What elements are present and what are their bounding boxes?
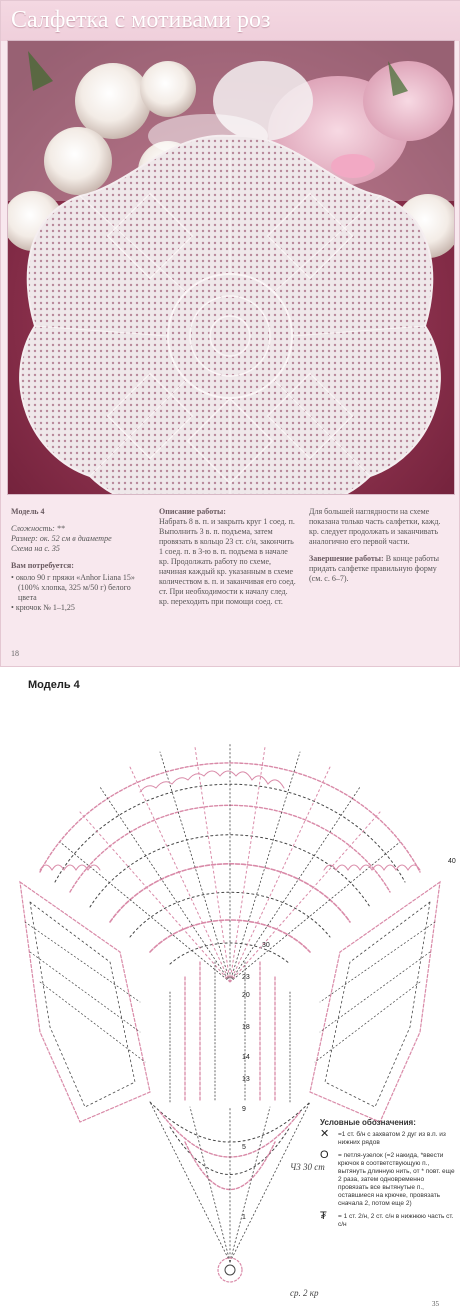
notes-text: Для большей наглядности на схеме показана только часть салфетки, кажд. кр. следует продолжать и заканчивать аналогично его первой части.: [309, 507, 441, 546]
page-title: Салфетка с мотивами роз: [11, 7, 271, 33]
column-materials: [11, 507, 146, 613]
materials-list: [11, 573, 146, 613]
column-description: [159, 507, 297, 607]
legend: [320, 1119, 455, 1234]
row-number: 14: [242, 1054, 250, 1061]
row-number: 13: [242, 1076, 250, 1083]
doily-photo: [7, 40, 455, 495]
desc-heading: Описание работы:: [159, 507, 226, 516]
model-label-2: Модель 4: [28, 679, 80, 691]
legend-item: ₮ = 1 ст. 2/н, 2 ст. с/н в нижнюю часть ст. с/н: [320, 1210, 454, 1228]
need-heading: Вам потребуется:: [11, 561, 74, 570]
row-number: 18: [242, 1024, 250, 1031]
desc-text: Набрать 8 в. п. и закрыть круг 1 соед. п. Выполнить 3 в. п. подъема, затем провязать в кольцо 23 ст. с/н, закончить 1 соед. п. в 3-ю в. п. подъема в начале кр. Продолжать работу по схеме, начиная каждый кр. указанным в схеме количеством в. п. и заканчивая его соед. ст. При необходимости к началу след. кр. переходить при помощи соед. ст.: [159, 517, 296, 606]
row-number: 5: [242, 1144, 246, 1151]
list-item: • около 90 г пряжи «Anhor Liana 15» (100% хлопка, 325 м/50 г) белого цвета: [11, 573, 135, 602]
page-number-left: 18: [11, 649, 19, 658]
row-number: 40: [448, 858, 456, 865]
single-crochet-icon: ✕: [320, 1128, 330, 1140]
model-label: Модель 4: [11, 507, 45, 516]
size: Размер: ок. 52 см в диаметре: [11, 534, 112, 543]
list-item: • крючок № 1–1,25: [11, 603, 75, 612]
knot-stitch-icon: Ο: [320, 1149, 329, 1161]
legend-item: Ο = петля-узелок (=2 накида, *ввести крючок в соответствующую п., вытянуть длинную нить, от * повт. еще 2 раза, затем одновременно провязать все вытянутые п., оставшиеся на крючке, провязать сначала 2, потом еще 2): [320, 1149, 455, 1207]
finish-heading: Завершение работы:: [309, 554, 384, 563]
row-number: 23: [242, 974, 250, 981]
double-crochet-icon: ₮: [320, 1210, 327, 1222]
finish-text: В конце работы придать салфетке правильную форму (см. с. 6–7).: [309, 554, 440, 583]
row-number: 9: [242, 1106, 246, 1113]
chart-page: [0, 674, 460, 1310]
page-number-right: 35: [432, 1300, 439, 1308]
handwritten-note: Ч3 30 ст: [290, 1162, 325, 1172]
column-notes: [309, 507, 451, 584]
legend-title: Условные обозначения:: [320, 1118, 416, 1127]
instructions: [11, 507, 449, 637]
complexity: Сложность: **: [11, 524, 65, 533]
legend-item: ✕ =1 ст. б/н с захватом 2 дуг из в.п. из нижних рядов: [320, 1128, 446, 1146]
scheme-ref: Схема на с. 35: [11, 544, 60, 553]
row-number: 20: [242, 992, 250, 999]
doily-illustration: [8, 41, 455, 495]
row-number: 1: [242, 1214, 246, 1221]
row-number: 30: [262, 942, 270, 949]
handwritten-note: ср. 2 кр: [290, 1288, 319, 1298]
